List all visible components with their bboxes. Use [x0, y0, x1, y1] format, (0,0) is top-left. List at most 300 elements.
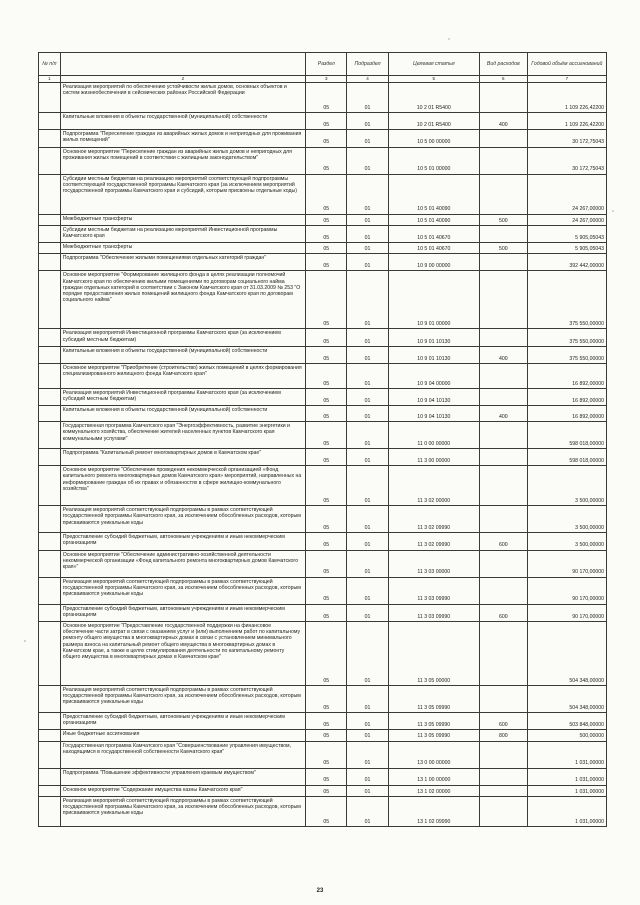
table-row — [39, 406, 607, 422]
row-name-text: Основное мероприятие "Переселение граждан из аварийных жилых домов и непригодных для проживания жилых помещений в соответствии с жилищным законодательством" — [62, 148, 292, 161]
row-sum-cell: 392 442,00000 — [527, 254, 606, 271]
row-target-cell: 10 9 01 10130 — [388, 346, 479, 363]
row-name-cell — [60, 796, 305, 826]
row-section-cell: 05 — [306, 422, 347, 449]
row-section-cell: 05 — [306, 113, 347, 130]
row-name-cell — [60, 506, 305, 533]
row-target-cell: 11 3 05 09990 — [388, 686, 479, 713]
row-num-cell — [39, 113, 61, 130]
row-section-cell: 05 — [306, 83, 347, 113]
row-section-cell: 05 — [306, 225, 347, 242]
row-section-cell: 05 — [306, 174, 347, 214]
row-subsection-cell: 01 — [347, 130, 388, 147]
row-expense-type-cell — [479, 147, 527, 174]
column-index: 2 — [60, 76, 305, 83]
row-name-text: Субсидии местным бюджетам на реализацию мероприятий Инвестиционной программы Камчатского края — [62, 226, 278, 240]
row-num-cell — [39, 449, 61, 466]
table-row — [39, 271, 607, 329]
row-expense-type-cell — [479, 768, 527, 785]
row-target-cell: 10 9 01 00000 — [388, 271, 479, 329]
row-target-cell: 11 3 03 09990 — [388, 604, 479, 621]
row-expense-type-cell — [479, 506, 527, 533]
row-section-cell: 05 — [306, 686, 347, 713]
row-subsection-cell: 01 — [347, 730, 388, 741]
row-expense-type-cell: 400 — [479, 113, 527, 130]
row-name-text: Реализация мероприятий соответствующей подпрограммы в рамках соответствующей государственной программы Камчатского края, за исключением обособленных расходов, которым присваиваются уникальные коды — [62, 797, 301, 817]
row-subsection-cell: 01 — [347, 329, 388, 346]
row-name-text: Реализация мероприятий соответствующей подпрограммы в рамках соответствующей государственной программы Камчатского края, за исключением обособленных расходов, которым присваиваются уникальные коды — [62, 578, 301, 598]
row-num-cell — [39, 785, 61, 796]
table-row — [39, 533, 607, 550]
row-expense-type-cell — [479, 83, 527, 113]
row-target-cell: 11 3 03 00000 — [388, 550, 479, 577]
row-name-text: Предоставление субсидий бюджетным, автономным учреждениям и иным некоммерческим организациям — [62, 605, 285, 618]
row-num-cell — [39, 363, 61, 388]
budget-table — [38, 52, 607, 827]
row-expense-type-cell — [479, 466, 527, 506]
row-target-cell: 11 3 02 09990 — [388, 506, 479, 533]
row-sum-cell: 1 031,00000 — [527, 741, 606, 768]
row-name-cell — [60, 577, 305, 604]
row-target-cell: 10 9 00 00000 — [388, 254, 479, 271]
row-sum-cell: 90 170,00000 — [527, 550, 606, 577]
row-expense-type-cell — [479, 622, 527, 686]
row-sum-cell: 16 892,00000 — [527, 363, 606, 388]
row-name-text: Реализация мероприятий соответствующей подпрограммы в рамках соответствующей государственной программы Камчатского края, за исключением обособленных расходов, которым присваиваются уникальные коды — [62, 507, 301, 526]
row-name-cell — [60, 329, 305, 346]
table-row — [39, 254, 607, 271]
row-subsection-cell: 01 — [347, 83, 388, 113]
row-target-cell: 13 1 00 00000 — [388, 768, 479, 785]
row-name-text: Реализация мероприятий по обеспечению устойчивости жилых домов, основных объектов и систем жизнеобеспечения в сейсмических районах Российской Федерации — [62, 84, 287, 97]
row-target-cell: 10 5 01 40670 — [388, 243, 479, 254]
table-row — [39, 686, 607, 713]
table-row — [39, 506, 607, 533]
row-expense-type-cell — [479, 271, 527, 329]
row-sum-cell: 1 031,00000 — [527, 796, 606, 826]
row-section-cell: 05 — [306, 741, 347, 768]
table-row — [39, 225, 607, 242]
row-subsection-cell: 01 — [347, 113, 388, 130]
row-sum-cell: 5 905,05043 — [527, 243, 606, 254]
row-section-cell: 05 — [306, 622, 347, 686]
table-row — [39, 604, 607, 621]
row-section-cell: 05 — [306, 713, 347, 730]
row-target-cell: 11 3 02 09990 — [388, 533, 479, 550]
row-target-cell: 10 5 00 00000 — [388, 130, 479, 147]
row-sum-cell: 16 892,00000 — [527, 406, 606, 422]
row-target-cell: 11 3 00 00000 — [388, 449, 479, 466]
row-name-text: Капитальные вложения в объекты государственной (муниципальной) собственности — [62, 407, 268, 414]
row-subsection-cell: 01 — [347, 254, 388, 271]
row-subsection-cell: 01 — [347, 174, 388, 214]
row-subsection-cell: 01 — [347, 768, 388, 785]
row-subsection-cell: 01 — [347, 550, 388, 577]
row-section-cell: 05 — [306, 214, 347, 225]
row-subsection-cell: 01 — [347, 147, 388, 174]
row-num-cell — [39, 686, 61, 713]
row-num-cell — [39, 83, 61, 113]
table-row — [39, 550, 607, 577]
row-target-cell: 11 3 02 00000 — [388, 466, 479, 506]
row-target-cell: 10 9 01 10130 — [388, 329, 479, 346]
row-name-cell — [60, 83, 305, 113]
row-target-cell: 10 2 01 R5400 — [388, 113, 479, 130]
row-sum-cell: 90 170,00000 — [527, 577, 606, 604]
header-num: № п/п — [39, 53, 61, 76]
row-name-cell — [60, 466, 305, 506]
row-name-text: Подпрограмма "Повышение эффективности управления краевым имуществом" — [62, 769, 256, 776]
row-section-cell: 05 — [306, 243, 347, 254]
table-row — [39, 346, 607, 363]
row-subsection-cell: 01 — [347, 686, 388, 713]
row-target-cell: 10 2 01 R5400 — [388, 83, 479, 113]
row-section-cell: 05 — [306, 768, 347, 785]
row-num-cell — [39, 577, 61, 604]
row-expense-type-cell: 600 — [479, 533, 527, 550]
row-num-cell — [39, 271, 61, 329]
row-subsection-cell: 01 — [347, 388, 388, 405]
row-target-cell: 11 3 05 00000 — [388, 622, 479, 686]
table-row — [39, 622, 607, 686]
row-sum-cell: 5 905,05043 — [527, 225, 606, 242]
row-name-cell — [60, 130, 305, 147]
row-name-text: Реализация мероприятий Инвестиционной программы Камчатского края (за исключением субсидий местным бюджетам) — [62, 330, 281, 343]
row-num-cell — [39, 388, 61, 405]
row-subsection-cell: 01 — [347, 243, 388, 254]
row-name-cell — [60, 713, 305, 730]
row-name-cell — [60, 225, 305, 242]
row-num-cell — [39, 796, 61, 826]
row-sum-cell: 1 109 226,42200 — [527, 113, 606, 130]
row-name-text: Реализация мероприятий Инвестиционной программы Камчатского края (за исключением субсидий местным бюджетам) — [62, 389, 281, 403]
table-header-row — [39, 53, 607, 76]
row-name-cell — [60, 406, 305, 422]
row-expense-type-cell: 600 — [479, 604, 527, 621]
row-num-cell — [39, 741, 61, 768]
row-subsection-cell: 01 — [347, 406, 388, 422]
row-section-cell: 05 — [306, 329, 347, 346]
table-row — [39, 113, 607, 130]
row-name-cell — [60, 604, 305, 621]
row-subsection-cell: 01 — [347, 225, 388, 242]
row-section-cell: 05 — [306, 466, 347, 506]
row-num-cell — [39, 506, 61, 533]
row-name-text: Основное мероприятие "Предоставление государственной поддержки на финансовое обеспечение части затрат в связи с оказанием услуг и (или) выполнением работ по капитальному ремонту общего имущества в многоквартирных домах в связи с установлением минимального размера взноса на капитальный ремонт общего имущества в многоквартирных домах в Камчатском крае, а также в целях стимулирования деятельности по капитальному ремонту общего имущества в многоквартирных домах в Камчатском крае" — [62, 623, 301, 661]
row-target-cell: 13 1 02 09990 — [388, 796, 479, 826]
row-expense-type-cell: 500 — [479, 243, 527, 254]
row-expense-type-cell — [479, 449, 527, 466]
column-index: 3 — [306, 76, 347, 83]
row-num-cell — [39, 768, 61, 785]
column-index: 1 — [39, 76, 61, 83]
row-name-text: Предоставление субсидий бюджетным, автономным учреждениям и иным некоммерческим организациям — [62, 534, 285, 547]
row-name-text: Государственная программа Камчатского края "Энергоэффективность, развитие энергетики и коммунального хозяйства, обеспечение жителей населенных пунктов Камчатского края коммунальными услугами" — [62, 423, 290, 442]
row-num-cell — [39, 604, 61, 621]
row-expense-type-cell: 600 — [479, 713, 527, 730]
row-sum-cell: 30 172,75043 — [527, 130, 606, 147]
table-row — [39, 449, 607, 466]
table-row — [39, 363, 607, 388]
row-name-cell — [60, 388, 305, 405]
row-expense-type-cell — [479, 796, 527, 826]
row-sum-cell: 375 550,00000 — [527, 346, 606, 363]
row-section-cell: 05 — [306, 533, 347, 550]
row-target-cell: 10 5 01 40670 — [388, 225, 479, 242]
table-row — [39, 83, 607, 113]
column-index: 4 — [347, 76, 388, 83]
row-num-cell — [39, 243, 61, 254]
row-target-cell: 10 9 04 10130 — [388, 388, 479, 405]
row-num-cell — [39, 713, 61, 730]
row-num-cell — [39, 466, 61, 506]
row-subsection-cell: 01 — [347, 271, 388, 329]
row-name-cell — [60, 741, 305, 768]
row-name-cell — [60, 174, 305, 214]
header-name — [60, 53, 305, 76]
row-subsection-cell: 01 — [347, 363, 388, 388]
row-expense-type-cell — [479, 741, 527, 768]
row-num-cell — [39, 225, 61, 242]
row-name-cell — [60, 214, 305, 225]
row-section-cell: 05 — [306, 346, 347, 363]
row-section-cell: 05 — [306, 147, 347, 174]
header-sum: Годовой объём ассигнований — [527, 53, 606, 76]
row-name-cell — [60, 686, 305, 713]
table-row — [39, 388, 607, 405]
row-target-cell: 10 9 04 10130 — [388, 406, 479, 422]
row-section-cell: 05 — [306, 271, 347, 329]
column-index: 6 — [479, 76, 527, 83]
row-name-text: Капитальные вложения в объекты государственной (муниципальной) собственности — [62, 347, 268, 354]
row-name-text: Основное мероприятие "Содержание имущества казны Камчатского края" — [62, 786, 243, 793]
row-expense-type-cell — [479, 363, 527, 388]
row-name-text: Реализация мероприятий соответствующей подпрограммы в рамках соответствующей государственной программы Камчатского края, за исключением обособленных расходов, которым присваиваются уникальные коды — [62, 687, 301, 706]
row-name-cell — [60, 147, 305, 174]
row-target-cell: 10 5 01 40090 — [388, 214, 479, 225]
row-sum-cell: 90 170,00000 — [527, 604, 606, 621]
row-num-cell — [39, 422, 61, 449]
row-sum-cell: 24 267,00000 — [527, 214, 606, 225]
row-expense-type-cell — [479, 422, 527, 449]
row-subsection-cell: 01 — [347, 214, 388, 225]
row-sum-cell: 504 348,00000 — [527, 686, 606, 713]
header-subsection: Подраздел — [347, 53, 388, 76]
row-subsection-cell: 01 — [347, 533, 388, 550]
row-section-cell: 05 — [306, 785, 347, 796]
table-row — [39, 214, 607, 225]
row-name-cell — [60, 113, 305, 130]
row-num-cell — [39, 147, 61, 174]
column-index: 7 — [527, 76, 606, 83]
row-sum-cell: 375 550,00000 — [527, 329, 606, 346]
row-name-text: Подпрограмма "Переселение граждан из аварийных жилых домов и непригодных для проживания жилых помещений" — [62, 131, 302, 144]
row-num-cell — [39, 406, 61, 422]
row-name-text: Подпрограмма "Капитальный ремонт многоквартирных домов в Камчатском крае" — [62, 450, 262, 457]
row-name-text: Основное мероприятие "Обеспечение административно-хозяйственной деятельности некоммерческой организации «Фонд капитального ремонта многоквартирных домов Камчатского края»" — [62, 551, 299, 571]
row-name-cell — [60, 363, 305, 388]
row-subsection-cell: 01 — [347, 741, 388, 768]
row-sum-cell: 1 109 226,42200 — [527, 83, 606, 113]
row-name-cell — [60, 243, 305, 254]
table-row — [39, 577, 607, 604]
row-expense-type-cell: 500 — [479, 214, 527, 225]
row-num-cell — [39, 533, 61, 550]
row-name-cell — [60, 730, 305, 741]
row-num-cell — [39, 730, 61, 741]
row-expense-type-cell — [479, 174, 527, 214]
row-sum-cell: 3 500,00000 — [527, 506, 606, 533]
row-subsection-cell: 01 — [347, 604, 388, 621]
row-sum-cell: 30 172,75043 — [527, 147, 606, 174]
row-sum-cell: 1 031,00000 — [527, 785, 606, 796]
row-expense-type-cell — [479, 785, 527, 796]
row-target-cell: 11 3 05 09990 — [388, 730, 479, 741]
row-target-cell: 10 5 01 40090 — [388, 174, 479, 214]
row-expense-type-cell — [479, 254, 527, 271]
table-row — [39, 785, 607, 796]
table-row — [39, 147, 607, 174]
row-expense-type-cell — [479, 577, 527, 604]
row-section-cell: 05 — [306, 796, 347, 826]
table-row — [39, 243, 607, 254]
row-section-cell: 05 — [306, 406, 347, 422]
row-name-text: Государственная программа Камчатского края "Совершенствование управления имуществом, находящимся в государственной собственности Камчатского края" — [62, 742, 292, 755]
row-name-text: Иные бюджетные ассигнования — [62, 731, 140, 738]
row-section-cell: 05 — [306, 130, 347, 147]
row-name-cell — [60, 346, 305, 363]
row-name-cell — [60, 422, 305, 449]
row-sum-cell: 3 500,00000 — [527, 533, 606, 550]
row-expense-type-cell — [479, 329, 527, 346]
row-subsection-cell: 01 — [347, 577, 388, 604]
column-index-row — [39, 76, 607, 83]
row-expense-type-cell — [479, 130, 527, 147]
row-expense-type-cell — [479, 550, 527, 577]
row-target-cell: 10 9 04 00000 — [388, 363, 479, 388]
row-section-cell: 05 — [306, 730, 347, 741]
row-subsection-cell: 01 — [347, 785, 388, 796]
row-sum-cell: 598 018,00000 — [527, 449, 606, 466]
table-row — [39, 730, 607, 741]
row-expense-type-cell: 400 — [479, 346, 527, 363]
row-target-cell: 13 0 00 00000 — [388, 741, 479, 768]
row-sum-cell: 598 018,00000 — [527, 422, 606, 449]
row-section-cell: 05 — [306, 363, 347, 388]
row-sum-cell: 24 267,00000 — [527, 174, 606, 214]
row-section-cell: 05 — [306, 604, 347, 621]
row-num-cell — [39, 622, 61, 686]
row-name-text: Межбюджетные трансферты — [62, 215, 133, 222]
row-name-text: Предоставление субсидий бюджетным, автономным учреждениям и иным некоммерческим организациям — [62, 714, 285, 727]
row-section-cell: 05 — [306, 449, 347, 466]
row-num-cell — [39, 550, 61, 577]
row-num-cell — [39, 174, 61, 214]
table-row — [39, 174, 607, 214]
page-number: 23 — [316, 888, 324, 894]
scan-speck — [24, 640, 26, 642]
row-target-cell: 10 5 01 00000 — [388, 147, 479, 174]
table-row — [39, 466, 607, 506]
row-sum-cell: 375 550,00000 — [527, 271, 606, 329]
row-target-cell: 11 3 05 09990 — [388, 713, 479, 730]
row-subsection-cell: 01 — [347, 449, 388, 466]
row-subsection-cell: 01 — [347, 506, 388, 533]
row-target-cell: 11 3 03 09990 — [388, 577, 479, 604]
row-num-cell — [39, 214, 61, 225]
table-row — [39, 713, 607, 730]
table-row — [39, 422, 607, 449]
row-num-cell — [39, 346, 61, 363]
row-sum-cell: 3 500,00000 — [527, 466, 606, 506]
row-section-cell: 05 — [306, 388, 347, 405]
row-subsection-cell: 01 — [347, 466, 388, 506]
row-name-cell — [60, 785, 305, 796]
row-name-text: Субсидии местным бюджетам на реализацию мероприятий соответствующей подпрограммы соответствующей государственной программы Камчатского края (за исключением мероприятий государственной программы Камчатского края и субсидий, которым присвоены отдельные коды) — [62, 175, 297, 195]
row-subsection-cell: 01 — [347, 796, 388, 826]
row-section-cell: 05 — [306, 577, 347, 604]
row-name-text: Основное мероприятие "Формирование жилищного фонда в целях реализации полномочий Камчатского края по обеспечению жилыми помещениями по договорам социального найма граждан отдельных категорий в соответствии с Законом Камчатского края от 31.03.2009 № 253 "О порядке предоставления жилых помещений жилищного фонда Камчатского края по договорам социального найма" — [62, 272, 301, 304]
row-expense-type-cell — [479, 686, 527, 713]
table-row — [39, 796, 607, 826]
row-subsection-cell: 01 — [347, 422, 388, 449]
row-sum-cell: 16 892,00000 — [527, 388, 606, 405]
row-expense-type-cell: 800 — [479, 730, 527, 741]
row-expense-type-cell — [479, 225, 527, 242]
row-num-cell — [39, 254, 61, 271]
row-name-cell — [60, 533, 305, 550]
row-expense-type-cell: 400 — [479, 406, 527, 422]
row-name-text: Подпрограмма "Обеспечение жилыми помещениями отдельных категорий граждан" — [62, 255, 267, 262]
row-subsection-cell: 01 — [347, 622, 388, 686]
table-row — [39, 768, 607, 785]
row-target-cell: 11 0 00 00000 — [388, 422, 479, 449]
row-sum-cell: 503 848,00000 — [527, 713, 606, 730]
row-name-text: Основное мероприятие "Обеспечение проведения некоммерческой организацией «Фонд капитального ремонта многоквартирных домов Камчатского края» мероприятий, направленных на информирование граждан об их правах и обязанностях в сфере жилищно-коммунального хозяйства" — [62, 467, 302, 492]
table-row — [39, 741, 607, 768]
row-sum-cell: 504 348,00000 — [527, 622, 606, 686]
row-name-text: Капитальные вложения в объекты государственной (муниципальной) собственности — [62, 114, 268, 121]
scan-speck — [448, 38, 450, 40]
row-sum-cell: 500,00000 — [527, 730, 606, 741]
header-section: Раздел — [306, 53, 347, 76]
row-name-text: Межбюджетные трансферты — [62, 244, 133, 251]
column-index: 5 — [388, 76, 479, 83]
header-expense-type: Вид расходов — [479, 53, 527, 76]
row-expense-type-cell — [479, 388, 527, 405]
row-section-cell: 05 — [306, 254, 347, 271]
row-section-cell: 05 — [306, 550, 347, 577]
row-name-cell — [60, 254, 305, 271]
table-row — [39, 130, 607, 147]
row-num-cell — [39, 130, 61, 147]
table-row — [39, 329, 607, 346]
scan-speck — [612, 210, 614, 212]
row-name-cell — [60, 271, 305, 329]
row-name-cell — [60, 550, 305, 577]
row-subsection-cell: 01 — [347, 713, 388, 730]
row-name-cell — [60, 622, 305, 686]
row-name-text: Основное мероприятие "Приобретение (строительство) жилых помещений в целях формирования специализированного жилищного фонда Камчатского края" — [62, 364, 302, 378]
row-name-cell — [60, 449, 305, 466]
row-section-cell: 05 — [306, 506, 347, 533]
row-name-cell — [60, 768, 305, 785]
header-target: Целевая статья — [388, 53, 479, 76]
row-target-cell: 13 1 02 00000 — [388, 785, 479, 796]
row-sum-cell: 1 031,00000 — [527, 768, 606, 785]
row-num-cell — [39, 329, 61, 346]
row-subsection-cell: 01 — [347, 346, 388, 363]
